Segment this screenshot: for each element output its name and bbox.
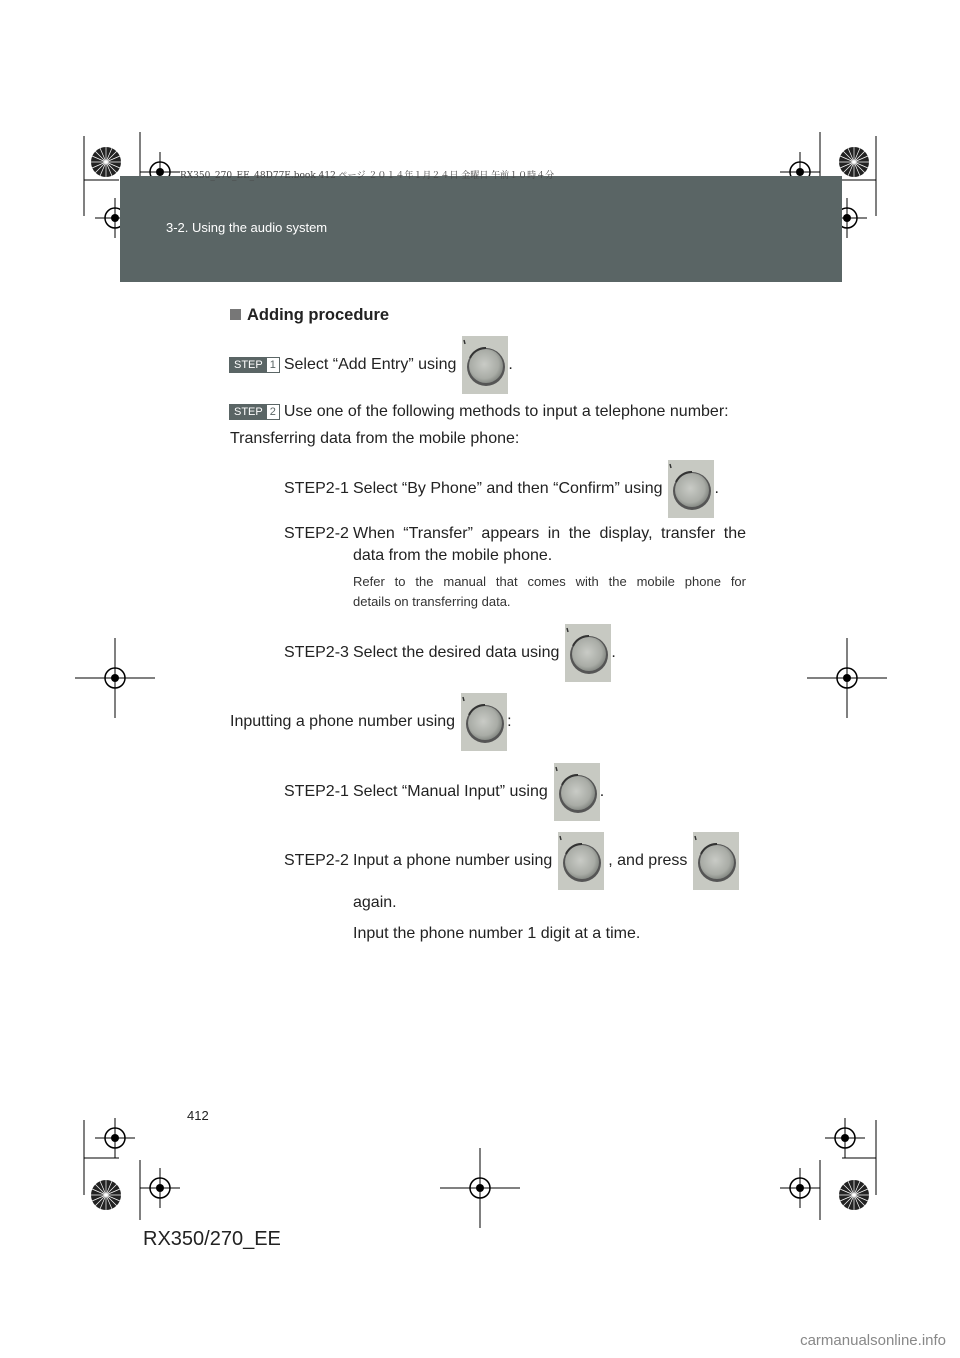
registration-target-icon <box>780 1168 820 1208</box>
step-badge-word: STEP <box>230 358 267 372</box>
control-knob-icon <box>462 336 508 394</box>
control-knob-icon <box>554 763 600 821</box>
step-badge <box>229 404 280 420</box>
m1-step2-2-line2: data from the mobile phone. <box>353 547 553 564</box>
step-badge <box>229 357 280 373</box>
heading-text: Adding procedure <box>247 306 390 324</box>
method-2-colon: : <box>507 713 512 730</box>
registration-target-icon <box>95 1118 135 1158</box>
step-1-text: Select “Add Entry” using <box>283 356 457 373</box>
m2-step2-2-line2: again. <box>353 894 397 911</box>
step-2 <box>229 403 729 421</box>
control-knob-icon <box>693 832 739 890</box>
registration-star-icon <box>839 1180 869 1210</box>
page-number: 412 <box>187 1108 209 1123</box>
step-text: Select the desired data using <box>353 644 560 661</box>
procedure-heading <box>230 306 389 325</box>
step-text: Select “Manual Input” using <box>353 783 548 800</box>
watermark: carmanualsonline.info <box>800 1332 946 1349</box>
control-knob-icon <box>558 832 604 890</box>
step-label: STEP2-1 <box>284 783 349 800</box>
control-knob-icon <box>668 460 714 518</box>
m2-step2-1 <box>284 763 604 821</box>
method-2-title <box>230 693 512 751</box>
registration-target-icon <box>825 1118 865 1158</box>
step-1-period: . <box>508 356 513 373</box>
step-2-text: Use one of the following methods to input a telephone number: <box>283 403 729 420</box>
step-badge-number: 1 <box>267 358 279 372</box>
step-label: STEP2-2 <box>284 852 349 869</box>
registration-target-icon <box>140 1168 180 1208</box>
step-text-mid: , and press <box>608 852 688 869</box>
step-badge-word: STEP <box>230 405 267 419</box>
square-bullet-icon <box>230 309 241 320</box>
m1-step2-2 <box>284 525 746 543</box>
model-code: RX350/270_EE <box>143 1228 281 1250</box>
step-text: Input a phone number using <box>353 852 553 869</box>
method-2-title-text: Inputting a phone number using <box>230 713 456 730</box>
m1-step2-1 <box>284 460 719 518</box>
m2-note: Input the phone number 1 digit at a time. <box>353 925 641 942</box>
step-text: Select “By Phone” and then “Confirm” using <box>353 480 663 497</box>
step-1 <box>229 336 513 394</box>
registration-star-icon <box>91 147 121 177</box>
registration-star-icon <box>839 147 869 177</box>
step-label: STEP2-2 <box>284 525 349 542</box>
step-label: STEP2-1 <box>284 480 349 497</box>
control-knob-icon <box>565 624 611 682</box>
control-knob-icon <box>461 693 507 751</box>
registration-star-icon <box>91 1180 121 1210</box>
book-file-info: RX350_270_EE_48D77E.book 412 ページ ２０１４年１月２４日 金曜日 午前１０時４分 <box>180 171 555 181</box>
step-period: . <box>714 480 719 497</box>
m1-note-line1: Refer to the manual that comes with the mobile phone for <box>353 574 746 589</box>
step-period: . <box>611 644 616 661</box>
step-badge-number: 2 <box>267 405 279 419</box>
m2-step2-2 <box>284 832 739 890</box>
step-label: STEP2-3 <box>284 644 349 661</box>
method-1-title: Transferring data from the mobile phone: <box>230 430 520 447</box>
m1-note-line2: details on transferring data. <box>353 594 511 609</box>
step-text: When “Transfer” appears in the display, transfer the <box>353 525 746 542</box>
step-period: . <box>599 783 605 800</box>
section-title: 3-2. Using the audio system <box>166 220 328 235</box>
m1-step2-3 <box>284 624 616 682</box>
